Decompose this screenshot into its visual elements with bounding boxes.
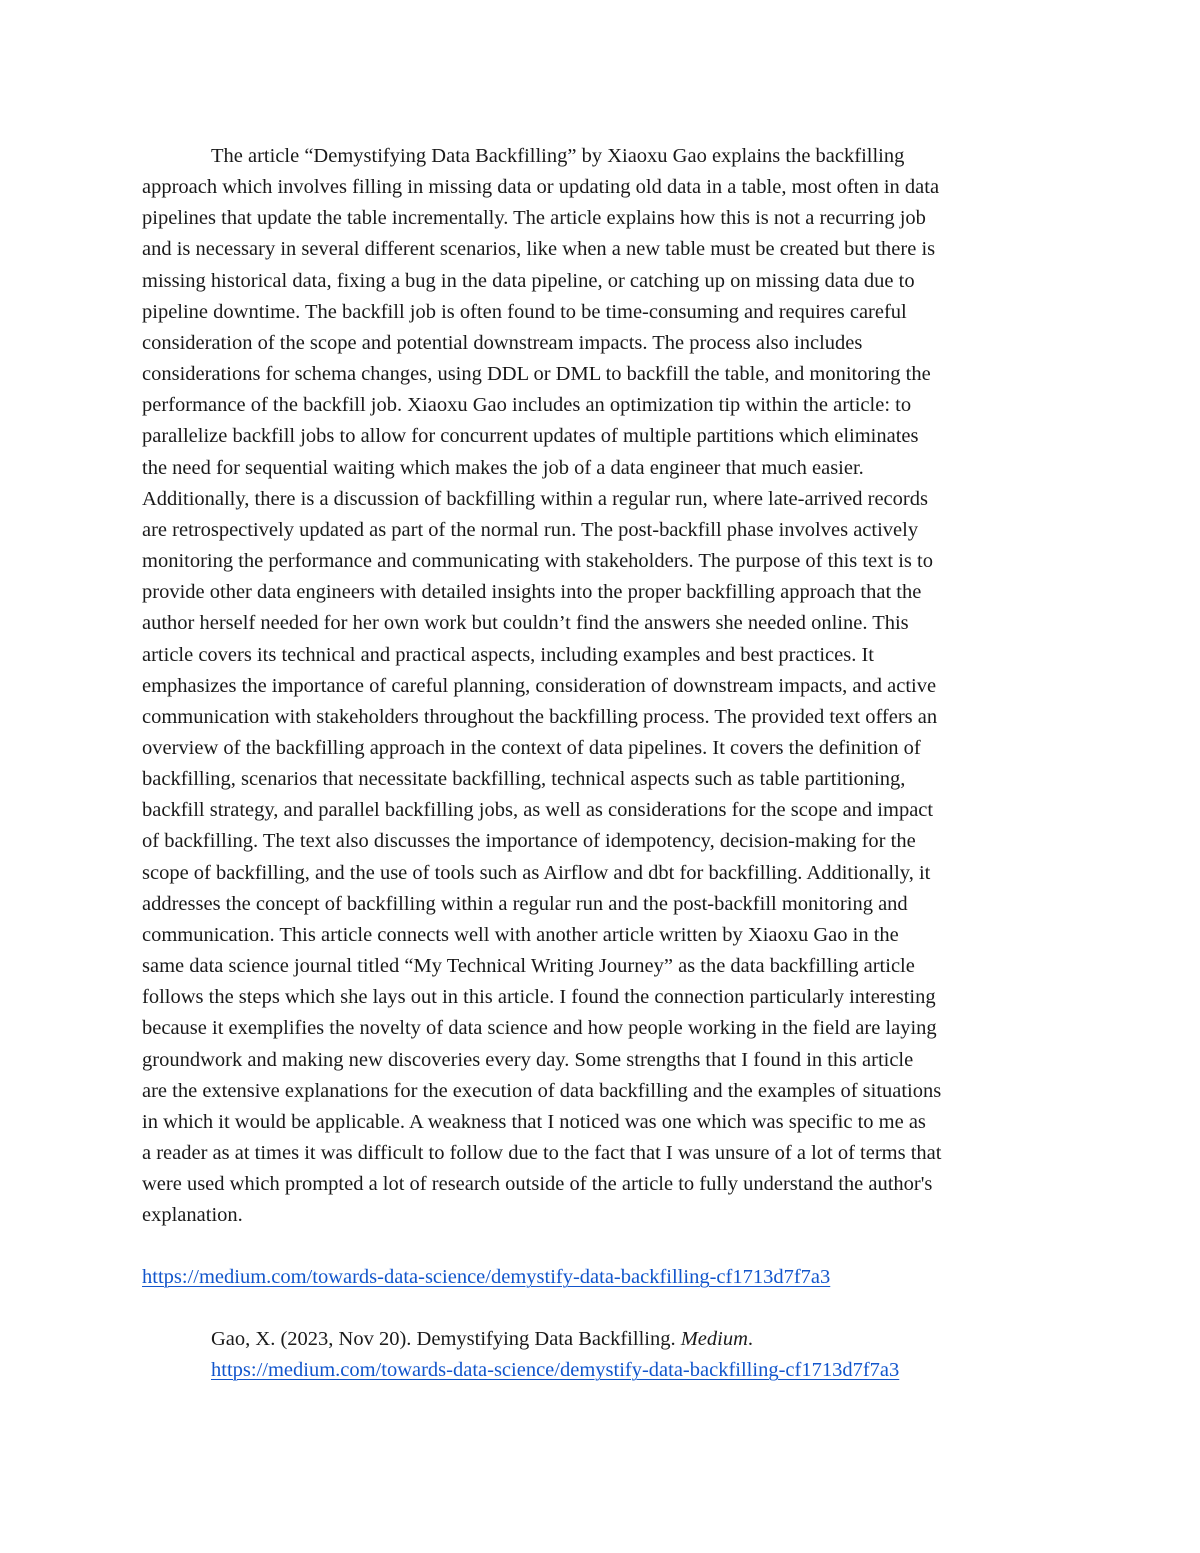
summary-line: addresses the concept of backfilling within a regular run and the post-backfill monitoring and: [142, 892, 908, 915]
summary-line: because it exemplifies the novelty of data science and how people working in the field are laying: [142, 1017, 937, 1040]
summary-line: are retrospectively updated as part of the normal run. The post-backfill phase involves actively: [142, 518, 919, 541]
summary-line: consideration of the scope and potential downstream impacts. The process also includes: [142, 331, 863, 354]
citation-period: .: [747, 1328, 754, 1350]
summary-line: article covers its technical and practical aspects, including examples and best practices. It: [142, 643, 875, 666]
summary-line: considerations for schema changes, using DDL or DML to backfill the table, and monitoring the: [142, 363, 931, 386]
summary-line: a reader as at times it was difficult to follow due to the fact that I was unsure of a lot of terms that: [142, 1142, 942, 1164]
summary-line: follows the steps which she lays out in this article. I found the connection particularly interesting: [142, 986, 936, 1009]
citation-publication: Medium: [680, 1328, 748, 1350]
summary-line: parallelize backfill jobs to allow for concurrent updates of multiple partitions which eliminates: [142, 425, 919, 448]
citation-line: [211, 1324, 899, 1355]
summary-line: communication. This article connects well with another article written by Xiaoxu Gao in the: [142, 923, 899, 946]
summary-line: backfilling, scenarios that necessitate backfilling, technical aspects such as table partitioning,: [142, 768, 906, 791]
summary-line: pipeline downtime. The backfill job is often found to be time-consuming and requires careful: [142, 300, 907, 323]
citation-text: Gao, X. (2023, Nov 20). Demystifying Data Backfilling.: [211, 1328, 681, 1350]
citation-link-line: [211, 1355, 899, 1386]
summary-line: same data science journal titled “My Technical Writing Journey” as the data backfilling article: [142, 955, 915, 978]
reference-citation: [211, 1324, 899, 1386]
summary-line: The article “Demystifying Data Backfilling” by Xiaoxu Gao explains the backfilling: [211, 145, 905, 167]
summary-line: missing historical data, fixing a bug in the data pipeline, or catching up on missing data due to: [142, 269, 915, 292]
summary-line: provide other data engineers with detailed insights into the proper backfilling approach that the: [142, 581, 922, 604]
summary-paragraph: [142, 141, 1064, 1231]
summary-line: groundwork and making new discoveries every day. Some strengths that I found in this article: [142, 1048, 914, 1071]
summary-line: of backfilling. The text also discusses the importance of idempotency, decision-making for the: [142, 830, 916, 853]
summary-line: scope of backfilling, and the use of tools such as Airflow and dbt for backfilling. Additionally, it: [142, 861, 931, 884]
summary-line: the need for sequential waiting which makes the job of a data engineer that much easier.: [142, 456, 864, 479]
summary-line: performance of the backfill job. Xiaoxu Gao includes an optimization tip within the article: to: [142, 394, 912, 417]
summary-line: and is necessary in several different scenarios, like when a new table must be created but there is: [142, 238, 936, 261]
summary-line: communication with stakeholders throughout the backfilling process. The provided text offers an: [142, 705, 938, 728]
summary-line: are the extensive explanations for the execution of data backfilling and the examples of situations: [142, 1079, 942, 1102]
source-link-paragraph: [142, 1262, 830, 1293]
citation-link[interactable]: https://medium.com/towards-data-science/demystify-data-backfilling-cf1713d7f7a3: [211, 1359, 900, 1381]
summary-line: were used which prompted a lot of research outside of the article to fully understand the author's: [142, 1173, 933, 1196]
summary-line: emphasizes the importance of careful planning, consideration of downstream impacts, and active: [142, 674, 937, 697]
summary-line: Additionally, there is a discussion of backfilling within a regular run, where late-arrived records: [142, 487, 928, 510]
source-link[interactable]: https://medium.com/towards-data-science/demystify-data-backfilling-cf1713d7f7a3: [142, 1266, 831, 1288]
summary-line: monitoring the performance and communicating with stakeholders. The purpose of this text is to: [142, 550, 933, 573]
summary-line: author herself needed for her own work but couldn’t find the answers she needed online. This: [142, 612, 909, 635]
summary-line: explanation.: [142, 1204, 243, 1227]
summary-line: pipelines that update the table incrementally. The article explains how this is not a recurring job: [142, 207, 926, 230]
summary-line: backfill strategy, and parallel backfilling jobs, as well as considerations for the scope and impact: [142, 799, 934, 822]
summary-line: approach which involves filling in missing data or updating old data in a table, most often in data: [142, 176, 940, 199]
summary-line: overview of the backfilling approach in the context of data pipelines. It covers the definition of: [142, 736, 921, 759]
summary-line: in which it would be applicable. A weakness that I noticed was one which was specific to me as: [142, 1110, 926, 1133]
